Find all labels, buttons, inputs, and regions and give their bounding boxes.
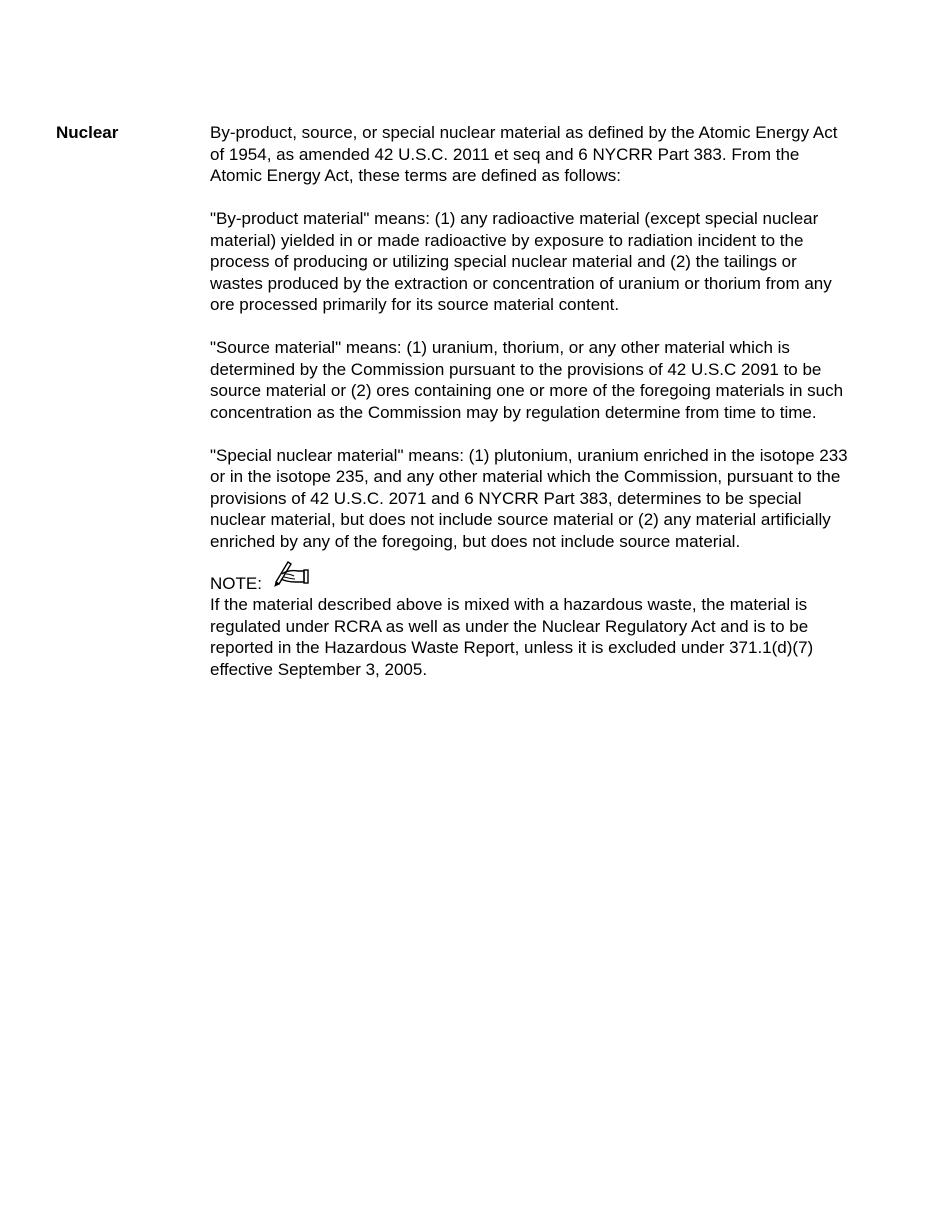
- special-nuclear-material-paragraph: "Special nuclear material" means: (1) plutonium, uranium enriched in the isotope 233 or in the isotope 235, and any other material which the Commission, pursuant to the provisions of 42 U.S.C. 2071 and 6 NYCRR Part 383, determines to be special nuclear material, but does not include source material or (2) any material artificially enriched by any of the foregoing, but does not include source material.: [210, 445, 848, 551]
- note-label: NOTE:: [210, 573, 262, 593]
- note-text: If the material described above is mixed with a hazardous waste, the material is regulated under RCRA as well as under the Nuclear Regulatory Act and is to be reported in the Hazardous Waste Report, unless it is excluded under 371.1(d)(7) effective September 3, 2005.: [210, 595, 814, 679]
- writing-hand-icon: [270, 558, 310, 588]
- source-material-paragraph: "Source material" means: (1) uranium, thorium, or any other material which is determined by the Commission pursuant to the provisions of 42 U.S.C 2091 to be source material or (2) ores containing one or more of the foregoing materials in such concentration as the Commission may by regulation determine from time to time.: [210, 338, 844, 422]
- definition-body: [210, 122, 850, 680]
- note-heading: [210, 560, 850, 594]
- definition-term: Nuclear: [56, 123, 119, 142]
- definition-intro-paragraph: By-product, source, or special nuclear material as defined by the Atomic Energy Act of 1954, as amended 42 U.S.C. 2011 et seq and 6 NYCRR Part 383. From the Atomic Energy Act, these terms are defined as follows:: [210, 123, 838, 185]
- byproduct-material-paragraph: "By-product material" means: (1) any radioactive material (except special nuclear material) yielded in or made radioactive by exposure to radiation incident to the process of producing or utilizing special nuclear material and (2) the tailings or wastes produced by the extraction or concentration of uranium or thorium from any ore processed primarily for its source material content.: [210, 209, 832, 314]
